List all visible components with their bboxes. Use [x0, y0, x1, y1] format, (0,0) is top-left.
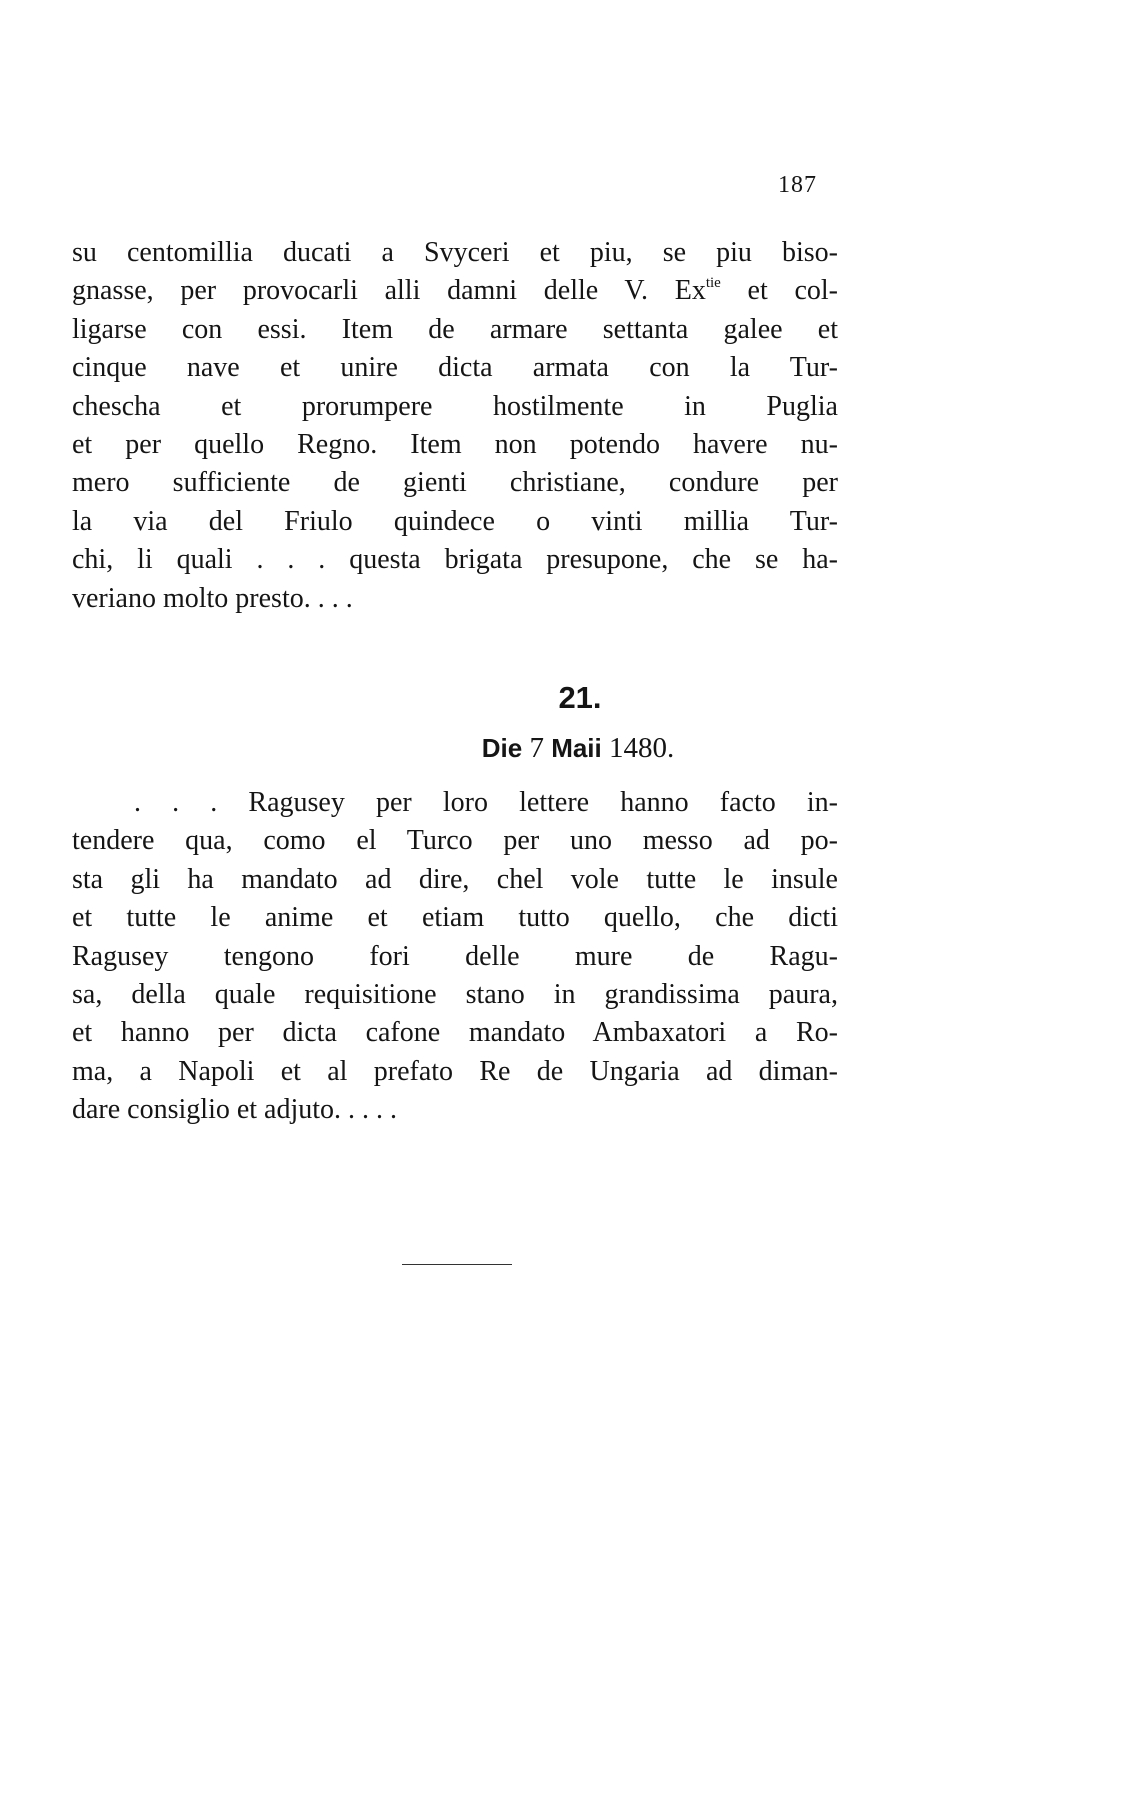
- date-prefix: Die: [481, 733, 523, 763]
- text-line: ma, a Napoli et al prefato Re de Ungaria ad diman-: [72, 1055, 838, 1087]
- abbreviation-superscript: tie: [705, 275, 721, 292]
- date-year: 1480.: [609, 732, 675, 764]
- text-line: . . . Ragusey per loro lettere hanno facto in-: [134, 787, 838, 818]
- text-line: la via del Friulo quindece o vinti millia Tur-: [72, 505, 838, 537]
- text-line: et per quello Regno. Item non potendo havere nu-: [72, 428, 838, 460]
- text-line: sa, della quale requisitione stano in grandissima paura,: [72, 978, 838, 1010]
- text-line: dare consiglio et adjuto. . . . .: [72, 1094, 398, 1126]
- text-line: ligarse con essi. Item de armare settanta galee et: [72, 313, 838, 345]
- section-end-rule: [402, 1264, 512, 1265]
- text-line: gnasse, per provocarli alli damni delle V. $Ex^{tie}$ et col-: [72, 275, 838, 307]
- text-line: tendere qua, como el Turco per uno messo ad po-: [72, 825, 838, 857]
- text-line: mero sufficiente de gienti christiane, condure per: [72, 467, 838, 499]
- paragraph-document-21: [72, 784, 838, 1130]
- document-number-heading: 21.: [558, 680, 602, 715]
- text-line: chescha et prorumpere hostilmente in Puglia: [72, 390, 838, 422]
- document-date-heading: [0, 732, 1140, 765]
- date-month: Maii: [551, 733, 602, 763]
- text-line: et hanno per dicta cafone mandato Ambaxatori a Ro-: [72, 1017, 838, 1049]
- text-line: su centomillia ducati a Svyceri et piu, se piu biso-: [72, 237, 838, 268]
- text-line: chi, li quali . . . questa brigata presupone, che se ha-: [72, 544, 838, 576]
- text-line: Ragusey tengono fori delle mure de Ragu-: [72, 940, 838, 972]
- text-line: veriano molto presto. . . .: [72, 582, 353, 614]
- page-number: 187: [778, 172, 817, 198]
- date-day: 7: [529, 732, 544, 764]
- text-line: sta gli ha mandato ad dire, chel vole tutte le insule: [72, 863, 838, 895]
- text-line: cinque nave et unire dicta armata con la Tur-: [72, 352, 838, 384]
- text-line: et tutte le anime et etiam tutto quello, che dicti: [72, 902, 838, 934]
- paragraph-letter-excerpt: [72, 234, 838, 618]
